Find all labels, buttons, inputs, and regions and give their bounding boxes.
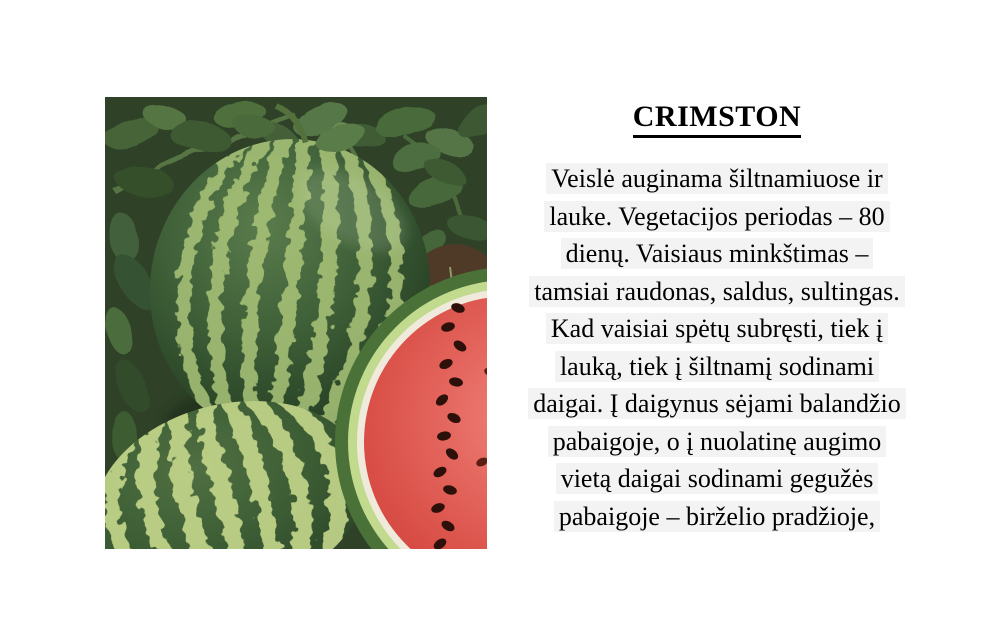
- paragraph-line-text: pabaigoje – birželio pradžioje,: [554, 501, 880, 532]
- product-photo: [105, 97, 487, 549]
- paragraph-line-text: daigai. Į daigynus sėjami balandžio: [528, 388, 906, 419]
- paragraph-line-text: vietą daigai sodinami gegužės: [556, 463, 879, 494]
- variety-title: [489, 100, 945, 138]
- paragraph-line-text: pabaigoje, o į nuolatinę augimo: [548, 426, 887, 457]
- variety-description: [489, 100, 945, 535]
- paragraph-line-text: lauke. Vegetacijos periodas – 80: [544, 201, 889, 232]
- description-paragraph: [489, 160, 945, 535]
- paragraph-line: [489, 348, 945, 386]
- paragraph-line: [489, 160, 945, 198]
- paragraph-line: [489, 498, 945, 536]
- paragraph-line-text: dienų. Vaisiaus minkštimas –: [561, 238, 874, 269]
- paragraph-line: [489, 273, 945, 311]
- paragraph-line: [489, 460, 945, 498]
- paragraph-line: [489, 235, 945, 273]
- paragraph-line-text: tamsiai raudonas, saldus, sultingas.: [529, 276, 904, 307]
- paragraph-line: [489, 198, 945, 236]
- watermelon-photo-illustration: [105, 97, 487, 549]
- paragraph-line: [489, 385, 945, 423]
- paragraph-line-text: Veislė auginama šiltnamiuose ir: [546, 163, 887, 194]
- paragraph-line: [489, 423, 945, 461]
- paragraph-line: [489, 310, 945, 348]
- paragraph-line-text: lauką, tiek į šiltnamį sodinami: [555, 351, 879, 382]
- variety-title-text: CRIMSTON: [633, 100, 801, 138]
- paragraph-line-text: Kad vaisiai spėtų subręsti, tiek į: [546, 313, 888, 344]
